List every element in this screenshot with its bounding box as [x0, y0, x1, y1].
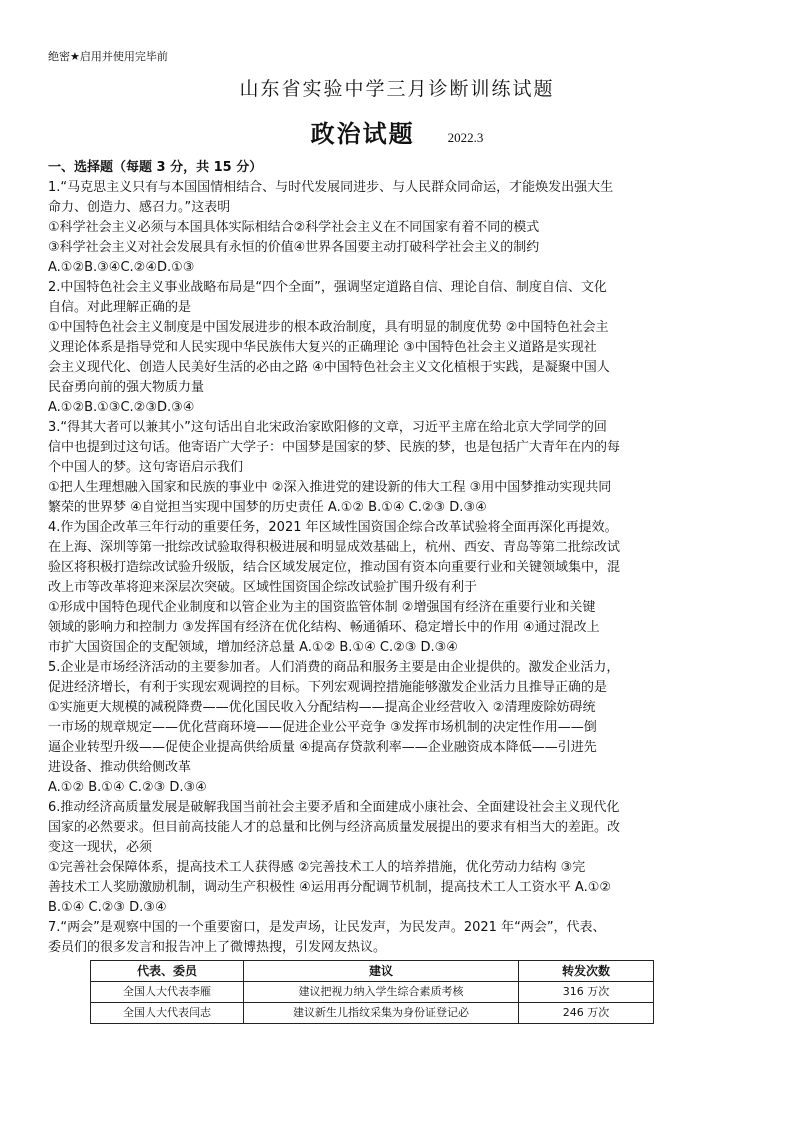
- table-cell: 246 万次: [519, 1003, 654, 1024]
- title-row: [0, 114, 794, 149]
- text-line: 7.“两会”是观察中国的一个重要窗口，是发声场，让民发声，为民发声。2021 年“两会”，代表、: [48, 920, 606, 935]
- text-line: 国家的必然要求。但目前高技能人才的总量和比例与经济高质量发展提出的要求有相当大的差距。改: [48, 820, 621, 835]
- text-line: 领域的影响力和控制力 ③发挥国有经济在优化结构、畅通循环、稳定增长中的作用 ④通过混改上: [48, 620, 600, 635]
- text-line: 进设备、推动供给侧改革: [48, 760, 192, 775]
- text-line: B.①④ C.②③ D.③④: [48, 900, 167, 915]
- text-line: 4.作为国企改革三年行动的重要任务，2021 年区域性国资国企综合改革试验将全面再深化再提效。: [48, 520, 618, 535]
- text-line: 变这一现状，必须: [48, 840, 153, 855]
- text-line: 民奋勇向前的强大物质力量: [48, 380, 205, 395]
- text-line: 1.“马克思主义只有与本国国情相结合、与时代发展同进步、与人民群众同命运，才能焕发出强大生: [48, 180, 614, 195]
- table-header-cell: 转发次数: [519, 961, 654, 982]
- text-line: ①形成中国特色现代企业制度和以管企业为主的国资监管体制 ②增强国有经济在重要行业和关键: [48, 600, 596, 615]
- text-line: ①把人生理想融入国家和民族的事业中 ②深入推进党的建设新的伟大工程 ③用中国梦推动实现共同: [48, 480, 612, 495]
- text-line: 自信。对此理解正确的是: [48, 300, 192, 315]
- text-line: 委员们的很多发言和报告冲上了微博热搜，引发网友热议。: [48, 940, 387, 955]
- text-line: 2.中国特色社会主义事业战略布局是“四个全面”，强调坚定道路自信、理论自信、制度自信、文化: [48, 280, 607, 295]
- school-title: 山东省实验中学三月诊断训练试题: [239, 78, 555, 100]
- text-line: 市扩大国资国企的支配领域，增加经济总量 A.①② B.①④ C.②③ D.③④: [48, 640, 458, 655]
- text-line: 义理论体系是指导党和人民实现中华民族伟大复兴的正确理论 ③中国特色社会主义道路是实现社: [48, 340, 597, 355]
- text-line: ①完善社会保障体系，提高技术工人获得感 ②完善技术工人的培养措施，优化劳动力结构 ③完: [48, 860, 586, 875]
- exam-date: 2022.3: [447, 130, 484, 145]
- text-line: ①实施更大规模的减税降费——优化国民收入分配结构——提高企业经营收入 ②清理废除妨碍统: [48, 700, 596, 715]
- text-line: 促进经济增长，有利于实现宏观调控的目标。下列宏观调控措施能够激发企业活力且推导正确的是: [48, 680, 608, 695]
- text-line: 命力、创造力、感召力。”这表明: [48, 200, 231, 215]
- secret-mark: 绝密★启用并使用完毕前: [48, 50, 168, 63]
- text-line: ①中国特色社会主义制度是中国发展进步的根本政治制度，具有明显的制度优势 ②中国特色社会主: [48, 320, 609, 335]
- text-line: 5.企业是市场经济活动的主要参加者。人们消费的商品和服务主要是由企业提供的。激发企业活力，: [48, 660, 620, 675]
- text-line: 个中国人的梦。这句寄语启示我们: [48, 460, 244, 475]
- question7-table: [90, 960, 654, 1024]
- text-line: ③科学社会主义对社会发展具有永恒的价值④世界各国要主动打破科学社会主义的制约: [48, 240, 540, 255]
- table-header-cell: 建议: [244, 961, 519, 982]
- text-line: 一市场的规章规定——优化营商环境——促进企业公平竞争 ③发挥市场机制的决定性作用——倒: [48, 720, 597, 735]
- table-cell: 建议新生儿指纹采集为身份证登记必: [244, 1003, 519, 1024]
- section-heading: 一、选择题（每题 3 分，共 15 分）: [48, 160, 263, 175]
- text-line: A.①② B.①④ C.②③ D.③④: [48, 780, 207, 795]
- text-line: 信中也提到过这句话。他寄语广大学子：中国梦是国家的梦、民族的梦，也是包括广大青年在内的每: [48, 440, 621, 455]
- text-line: 逼企业转型升级——促使企业提高供给质量 ④提高存贷款利率——企业融资成本降低——引进先: [48, 740, 597, 755]
- table-cell: 建议把视力纳入学生综合素质考核: [244, 982, 519, 1003]
- text-line: 3.“得其大者可以兼其小”这句话出自北宋政治家欧阳修的文章，习近平主席在给北京大学同学的回: [48, 420, 607, 435]
- table-cell: 316 万次: [519, 982, 654, 1003]
- table-cell: 全国人大代表李雁: [91, 982, 244, 1003]
- table-header-cell: 代表、委员: [91, 961, 244, 982]
- text-line: A.①②B.①③C.②③D.③④: [48, 400, 195, 415]
- table-cell: 全国人大代表闫志: [91, 1003, 244, 1024]
- text-line: A.①②B.③④C.②④D.①③: [48, 260, 195, 275]
- text-line: 会主义现代化、创造人民美好生活的必由之路 ④中国特色社会主义文化植根于实践，是凝聚中国人: [48, 360, 610, 375]
- text-line: 验区将积极打造综改试验升级版，结合区域发展定位，推动国有资本向重要行业和关键领域集中，混: [48, 560, 621, 575]
- subject-title: 政治试题: [310, 120, 415, 148]
- text-line: 6.推动经济高质量发展是破解我国当前社会主要矛盾和全面建成小康社会、全面建设社会主义现代化: [48, 800, 620, 815]
- exam-content: [48, 158, 748, 1024]
- text-line: ①科学社会主义必须与本国具体实际相结合②科学社会主义在不同国家有着不同的模式: [48, 220, 540, 235]
- text-line: 改上市等改革将迎来深层次突破。区域性国资国企综改试验扩围升级有利于: [48, 580, 478, 595]
- table-header-row: [91, 961, 654, 982]
- text-line: 繁荣的世界梦 ④自觉担当实现中国梦的历史责任 A.①② B.①④ C.②③ D.③④: [48, 500, 487, 515]
- text-line: 善技术工人奖励激励机制，调动生产积极性 ④运用再分配调节机制，提高技术工人工资水平 A.①②: [48, 880, 612, 895]
- table-row: [91, 982, 654, 1003]
- table-row: [91, 1003, 654, 1024]
- text-line: 在上海、深圳等第一批综改试验取得积极进展和明显成效基础上，杭州、西安、青岛等第二批综改试: [48, 540, 621, 555]
